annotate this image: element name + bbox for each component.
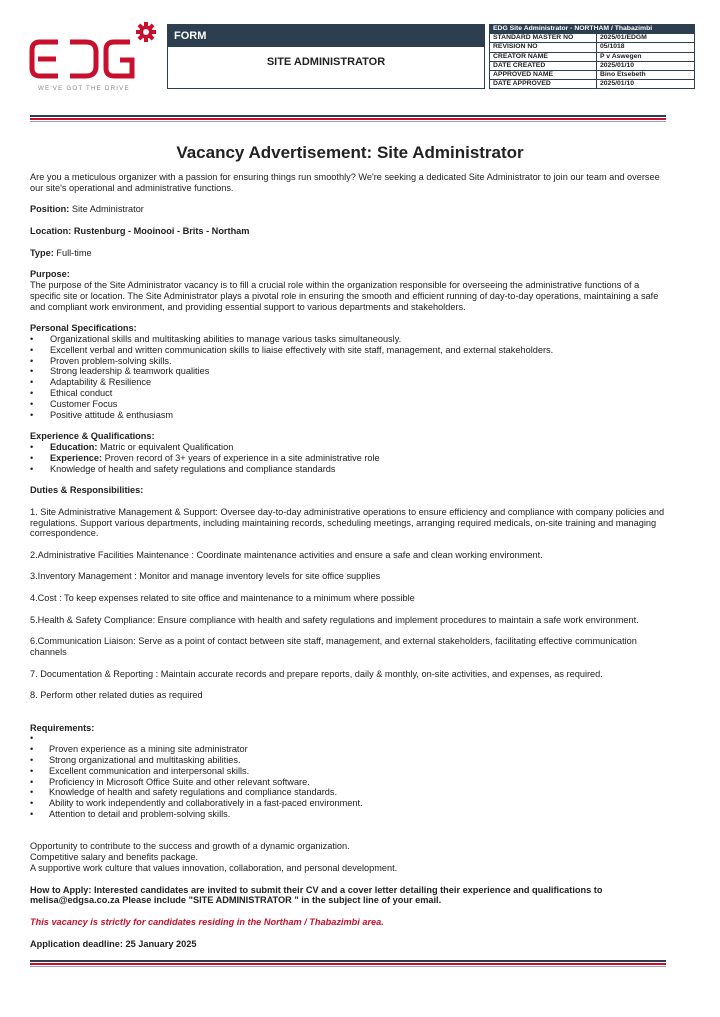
residency-notice: This vacancy is strictly for candidates residing in the Northam / Thabazimbi area. [30,916,384,927]
list-item: • Customer Focus [30,399,670,410]
vacancy-body [30,143,670,949]
list-item: • Knowledge of health and safety regulations and compliance standards. [30,787,670,798]
type-label: Type: [30,247,54,258]
requirements-list [30,733,670,819]
form-title-box [167,24,485,89]
list-item: • Strong organizational and multitasking abilities. [30,755,670,766]
meta-key: CREATOR NAME [490,52,597,61]
list-item: • Proven experience as a mining site administrator [30,744,670,755]
footer-divider [30,960,666,967]
duties-heading: Duties & Responsibilities: [30,485,144,496]
duty-item: 6.Communication Liaison: Serve as a point of contact between site staff, management, and external stakeholders, facilitating effective communication channels [30,636,637,658]
offer-line: A supportive work culture that values innovation, collaboration, and personal development. [30,863,398,873]
meta-value: 2025/01/EDGM [597,34,695,43]
meta-key: APPROVED NAME [490,70,597,79]
offer-line: Opportunity to contribute to the success and growth of a dynamic organization. [30,841,350,852]
meta-value: 2025/01/10 [597,61,695,70]
form-title: SITE ADMINISTRATOR [266,56,386,68]
list-item: • Ability to work independently and collaboratively in a fast-paced environment. [30,798,670,809]
intro-text: Are you a meticulous organizer with a passion for ensuring things run smoothly? We're seeking a dedicated Site Administrator to join our team and oversee our site's operational and administrative functions. [30,172,660,193]
meta-key: DATE CREATED [490,61,597,70]
list-item: • Attention to detail and problem-solving skills. [30,809,670,820]
experience-heading: Experience & Qualifications: [30,431,155,442]
position-label: Position: [30,204,70,215]
document-control-table [489,24,695,89]
experience-label: Experience: [50,452,103,463]
list-item: • Excellent communication and interpersonal skills. [30,766,670,777]
meta-value: P v Aswegen [597,52,695,61]
duty-item: 4.Cost : To keep expenses related to site office and maintenance to a minimum where possible [30,593,415,604]
personal-spec-heading: Personal Specifications: [30,323,137,334]
list-item: • Proficiency in Microsoft Office Suite and other relevant software. [30,777,670,788]
application-deadline: Application deadline: 25 January 2025 [30,938,197,949]
position-line [30,204,670,215]
form-label: FORM [168,25,484,47]
type-line [30,248,670,259]
purpose-heading: Purpose: [30,269,70,280]
list-item [30,453,670,464]
how-to-apply: How to Apply: Interested candidates are invited to submit their CV and a cover letter detailing their experience and qualifications to melisa@edgsa.co.za Please include "SITE ADMINISTRATOR " in the subject line of your email. [30,884,603,906]
list-item: • Adaptability & Resilience [30,377,670,388]
meta-key: DATE APPROVED [490,80,597,89]
meta-key: REVISION NO [490,43,597,52]
duty-item: 1. Site Administrative Management & Support: Oversee day-to-day administrative operations to ensure efficiency and compliance with company policies and regulations. Support various departments, including maintaining records, scheduling meetings, arranging required medicals, on-site training and managing correspondence. [30,506,665,539]
requirements-heading: Requirements: [30,722,95,733]
list-item: • Knowledge of health and safety regulations and compliance standards [30,464,670,475]
header-divider [30,115,666,122]
education-value: Matric or equivalent Qualification [97,441,234,452]
meta-value: Bino Etsebeth [597,70,695,79]
meta-key: STANDARD MASTER NO [490,34,597,43]
page-title: Vacancy Advertisement: Site Administrator [176,143,524,162]
duty-item: 2.Administrative Facilities Maintenance : Coordinate maintenance activities and ensure a safe and clean working environment. [30,549,543,560]
list-item: • Excellent verbal and written communication skills to liaise effectively with site staff, management, and external stakeholders. [30,345,670,356]
duty-item: 7. Documentation & Reporting : Maintain accurate records and prepare reports, daily & monthly, on-site activities, and expenses, as required. [30,668,603,679]
company-tagline: WE'VE GOT THE DRIVE [38,85,130,92]
duty-item: 3.Inventory Management : Monitor and manage inventory levels for site office supplies [30,571,381,582]
type-value: Full-time [53,247,92,258]
list-item [30,733,670,744]
list-item: • Strong leadership & teamwork qualities [30,366,670,377]
experience-value: Proven record of 3+ years of experience in a site administrative role [102,452,380,463]
duty-item: 8. Perform other related duties as required [30,690,203,701]
meta-title: EDG Site Administrator - NORTHAM / Thabazimbi [490,25,695,34]
experience-list [30,442,670,474]
offer-line: Competitive salary and benefits package. [30,852,199,863]
position-value: Site Administrator [69,204,144,215]
list-item: • Proven problem-solving skills. [30,356,670,367]
list-item: • Positive attitude & enthusiasm [30,410,670,421]
list-item: • Ethical conduct [30,388,670,399]
education-label: Education: [50,441,98,452]
list-item: • Organizational skills and multitasking abilities to manage various tasks simultaneously. [30,334,670,345]
meta-value: 05/1018 [597,43,695,52]
personal-spec-list [30,334,670,420]
purpose-text: The purpose of the Site Administrator vacancy is to fill a crucial role within the organization responsible for overseeing the administrative functions of a specific site or location. The Site Administrator plays a pivotal role in ensuring the smooth and efficient running of day-to-day operations, maintaining a safe and compliant work environment, and providing essential support to various departments and stakeholders. [30,279,659,312]
duty-item: 5.Health & Safety Compliance: Ensure compliance with health and safety regulations and implement procedures to maintain a safe work environment. [30,614,639,625]
location-line: Location: Rustenburg - Mooinooi - Brits - Northam [30,225,250,236]
list-item [30,442,670,453]
meta-value: 2025/01/10 [597,80,695,89]
